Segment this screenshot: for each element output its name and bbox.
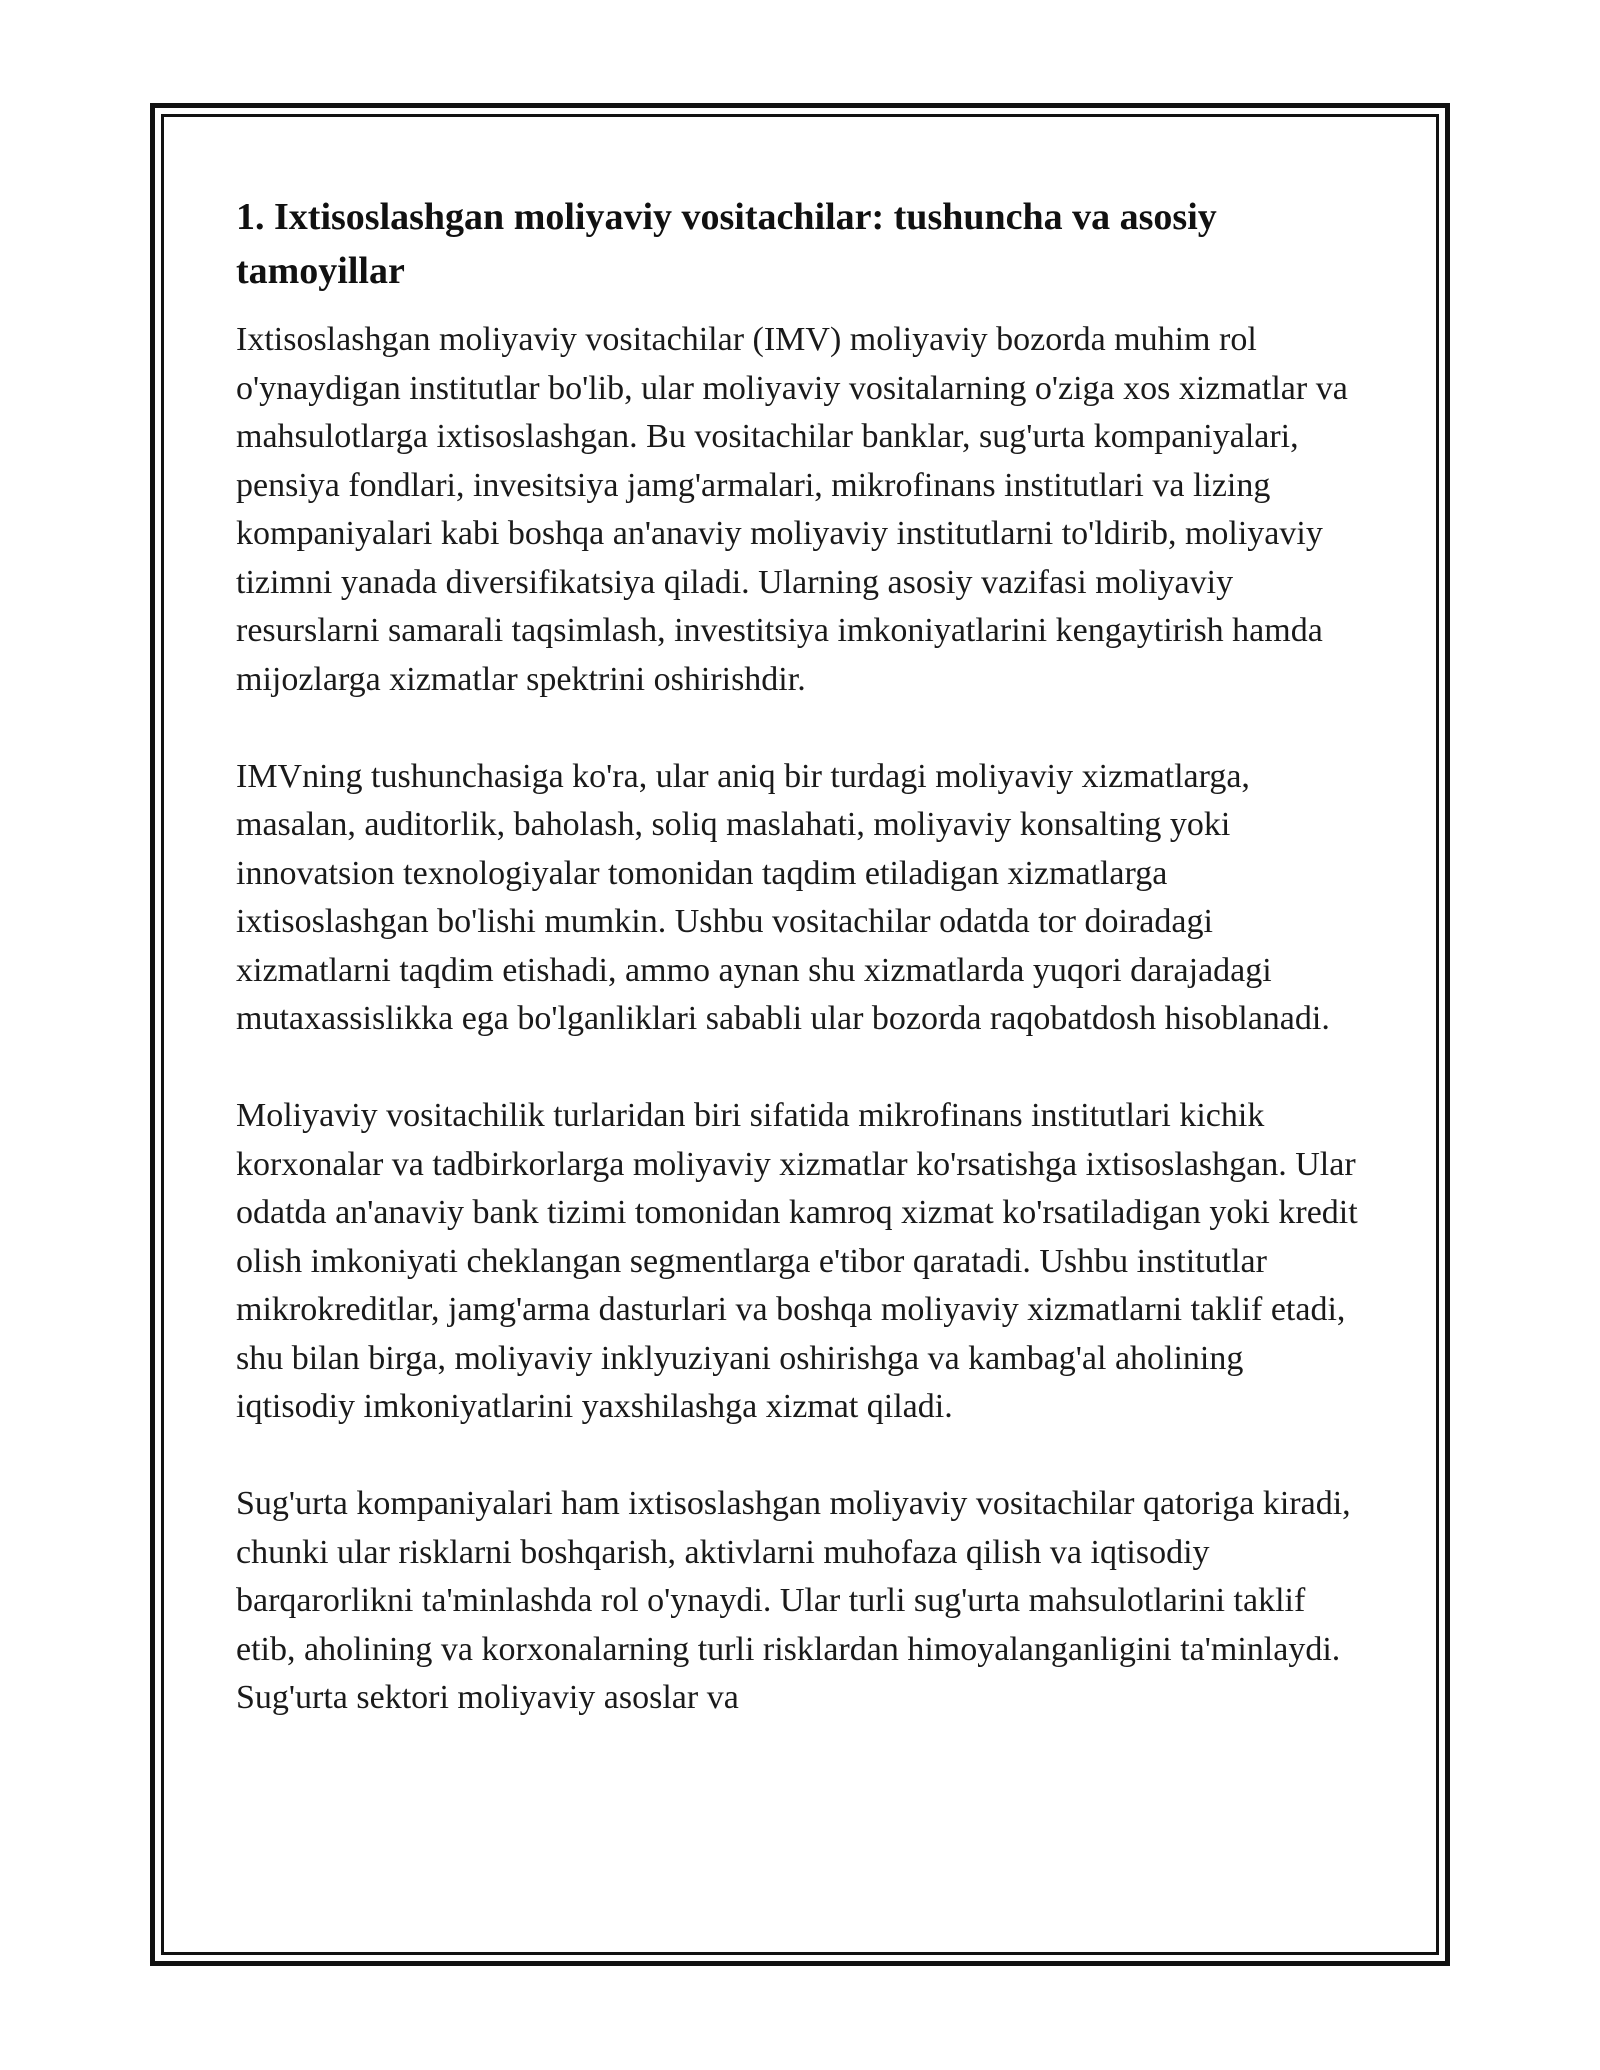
paragraph-1: Ixtisoslashgan moliyaviy vositachilar (IMV) moliyaviy bozorda muhim rol o'ynaydigan institutlar bo'lib, ular moliyaviy vositalarning o'ziga xos xizmatlar va mahsulotlarga ixtisoslashgan. Bu vositachilar banklar, sug'urta kompaniyalari, pensiya fondlari, invesitsiya jamg'armalari, mikrofinans institutlari va lizing kompaniyalari kabi boshqa an'anaviy moliyaviy institutlarni to'ldirib, moliyaviy tizimni yanada diversifikatsiya qiladi. Ularning asosiy vazifasi moliyaviy resurslarni samarali taqsimlash, investitsiya imkoniyatlarini kengaytirish hamda mijozlarga xizmatlar spektrini oshirishdir. [236, 321, 1348, 698]
document-content [236, 190, 1366, 1771]
paragraph-3: Moliyaviy vositachilik turlaridan biri sifatida mikrofinans institutlari kichik korxonalar va tadbirkorlarga moliyaviy xizmatlar ko'rsatishga ixtisoslashgan. Ular odatda an'anaviy bank tizimi tomonidan kamroq xizmat ko'rsatiladigan yoki kredit olish imkoniyati cheklangan segmentlarga e'tibor qaratadi. Ushbu institutlar mikrokreditlar, jamg'arma dasturlari va boshqa moliyaviy xizmatlarni taklif etadi, shu bilan birga, moliyaviy inklyuziyani oshirishga va kambag'al aholining iqtisodiy imkoniyatlarini yaxshilashga xizmat qiladi. [236, 1097, 1358, 1425]
paragraph-2: IMVning tushunchasiga ko'ra, ular aniq bir turdagi moliyaviy xizmatlarga, masalan, auditorlik, baholash, soliq maslahati, moliyaviy konsalting yoki innovatsion texnologiyalar tomonidan taqdim etiladigan xizmatlarga ixtisoslashgan bo'lishi mumkin. Ushbu vositachilar odatda tor doiradagi xizmatlarni taqdim etishadi, ammo aynan shu xizmatlarda yuqori darajadagi mutaxassislikka ega bo'lganliklari sababli ular bozorda raqobatdosh hisoblanadi. [236, 757, 1330, 1037]
paragraph-4: Sug'urta kompaniyalari ham ixtisoslashgan moliyaviy vositachilar qatoriga kiradi, chunki ular risklarni boshqarish, aktivlarni muhofaza qilish va iqtisodiy barqarorlikni ta'minlashda rol o'ynaydi. Ular turli sug'urta mahsulotlarini taklif etib, aholining va korxonalarning turli risklardan himoyalanganligini ta'minlaydi. Sug'urta sektori moliyaviy asoslar va [236, 1485, 1351, 1716]
section-heading: 1. Ixtisoslashgan moliyaviy vositachilar: tushuncha va asosiy tamoyillar [236, 196, 1217, 292]
